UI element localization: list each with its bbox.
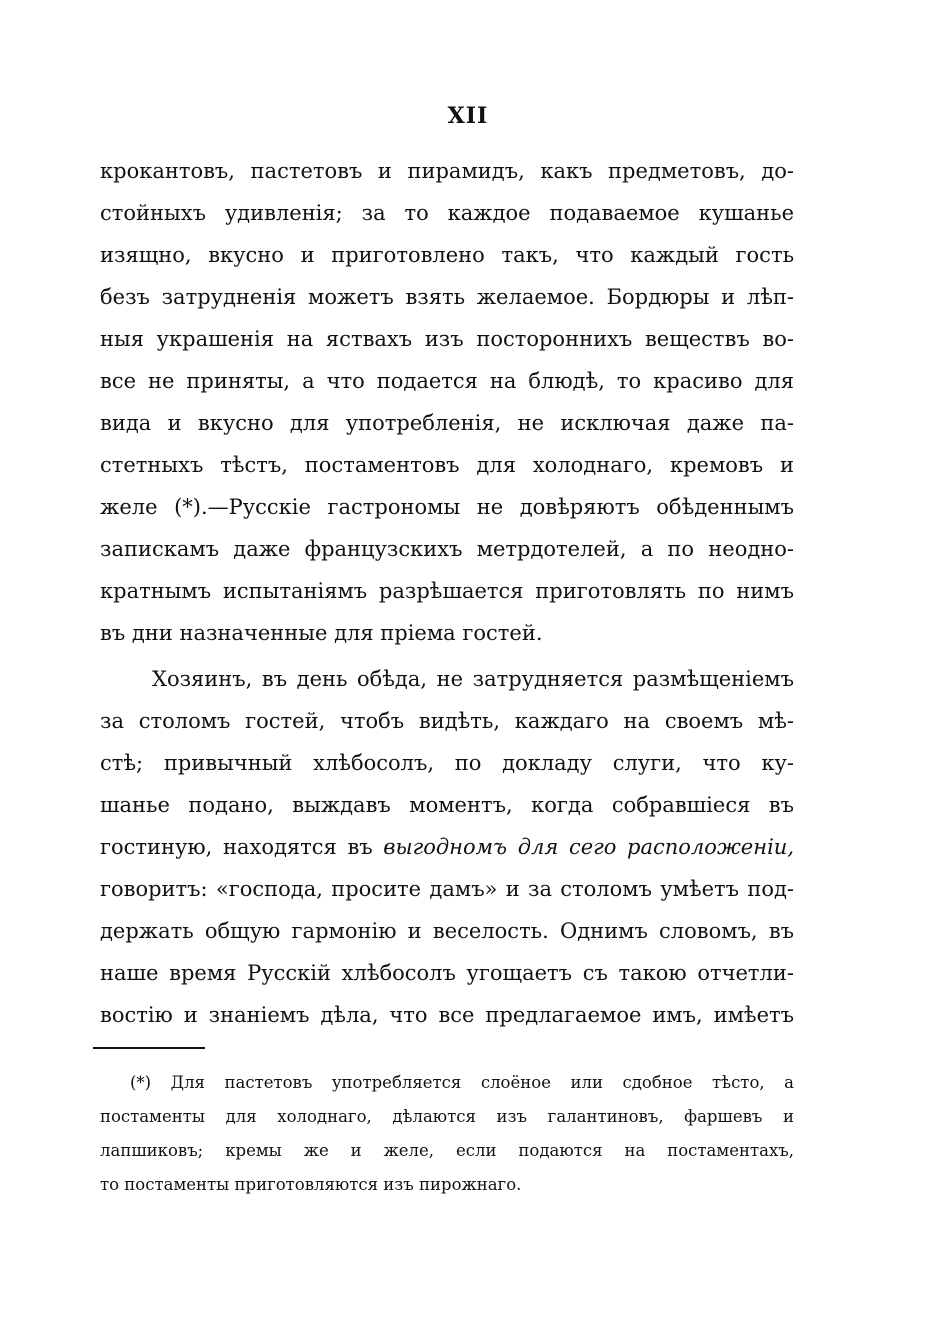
paragraph-1 xyxy=(100,150,794,654)
text-line: безъ затрудненія можетъ взять желаемое. Бордюры и лѣп- xyxy=(100,285,794,309)
text-line: вида и вкусно для употребленія, не исключая даже па- xyxy=(100,411,794,435)
text-line: желе (*).—Русскіе гастрономы не довѣряютъ обѣденнымъ xyxy=(100,495,794,519)
footnote-divider xyxy=(93,1047,205,1049)
text-line: изящно, вкусно и приготовлено такъ, что каждый гость xyxy=(100,243,794,267)
page-number: XII xyxy=(447,103,489,129)
text-line: стетныхъ тѣстъ, постаментовъ для холоднаго, кремовъ и xyxy=(100,453,794,477)
text-line: запискамъ даже французскихъ метрдотелей, а по неодно- xyxy=(100,537,794,561)
footnote-line: лапшиковъ; кремы же и желе, если подаются на постаментахъ, xyxy=(100,1141,794,1160)
text-segment: гостиную, находятся въ xyxy=(100,835,384,859)
paragraph-2 xyxy=(100,658,794,1036)
footnote-line: то постаменты приготовляются изъ пирожнаго. xyxy=(100,1175,522,1194)
text-line: въ дни назначенные для пріема гостей. xyxy=(100,621,543,645)
text-line: Хозяинъ, въ день обѣда, не затрудняется размѣщеніемъ xyxy=(152,667,794,691)
text-line: все не приняты, а что подается на блюдѣ, то красиво для xyxy=(100,369,794,393)
text-line: востію и знаніемъ дѣла, что все предлагаемое имъ, имѣетъ xyxy=(100,1003,794,1027)
text-line: стойныхъ удивленія; за то каждое подаваемое кушанье xyxy=(100,201,794,225)
footnote xyxy=(100,1066,794,1202)
text-line: наше время Русскій хлѣбосолъ угощаетъ съ такою отчетли- xyxy=(100,961,794,985)
text-line xyxy=(100,826,794,868)
text-line: стѣ; привычный хлѣбосолъ, по докладу слуги, что ку- xyxy=(100,751,794,775)
italic-phrase: выгодномъ для сего расположеніи, xyxy=(383,835,794,859)
footnote-line: (*) Для пастетовъ употребляется слоёное или сдобное тѣсто, а xyxy=(130,1073,794,1092)
text-line: крокантовъ, пастетовъ и пирамидъ, какъ предметовъ, до- xyxy=(100,159,794,183)
text-line: говоритъ: «господа, просите дамъ» и за столомъ умѣетъ под- xyxy=(100,877,794,901)
text-line: держать общую гармонію и веселость. Однимъ словомъ, въ xyxy=(100,919,794,943)
text-line: ныя украшенія на яствахъ изъ постороннихъ веществъ во- xyxy=(100,327,794,351)
text-line: за столомъ гостей, чтобъ видѣть, каждаго на своемъ мѣ- xyxy=(100,709,794,733)
footnote-line: постаменты для холоднаго, дѣлаются изъ галантиновъ, фаршевъ и xyxy=(100,1107,794,1126)
text-line: шанье подано, выждавъ моментъ, когда собравшіеся въ xyxy=(100,793,794,817)
text-line: кратнымъ испытаніямъ разрѣшается приготовлять по нимъ xyxy=(100,579,794,603)
